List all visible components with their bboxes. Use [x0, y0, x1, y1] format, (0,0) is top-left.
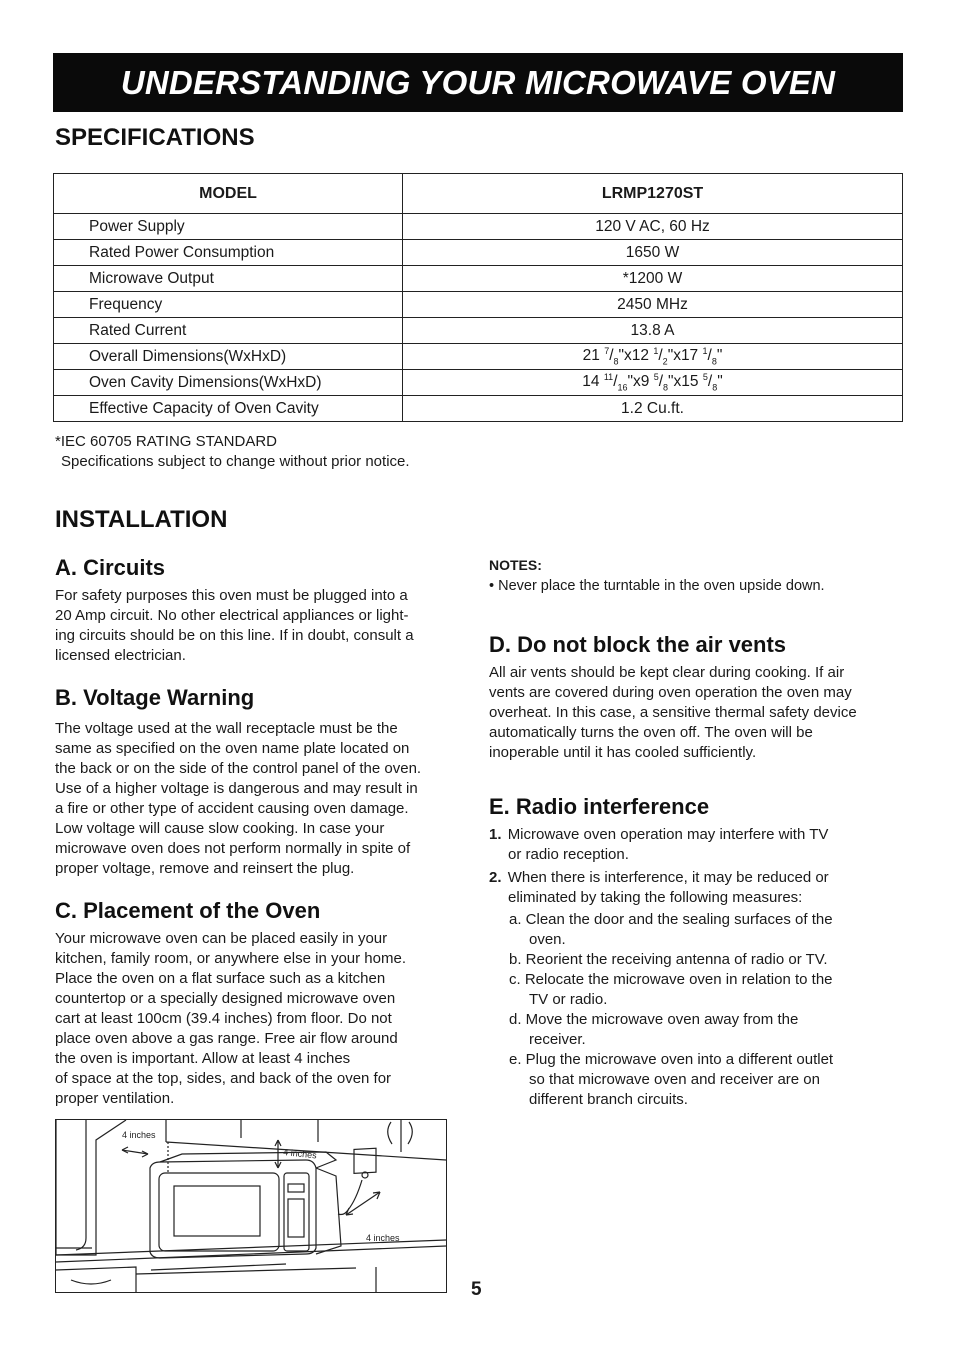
top-clearance-label: 4 inches [282, 1147, 318, 1161]
spec-label: Rated Power Consumption [54, 240, 403, 266]
spec-label: Overall Dimensions(WxHxD) [54, 344, 403, 370]
table-header-row [54, 174, 903, 214]
spec-value: 21 $^7/_8"x12$ $^1/_2"x17$ $^1/_8$" [403, 344, 903, 370]
table-row [54, 318, 903, 344]
table-row [54, 396, 903, 422]
notes-item: • Never place the turntable in the oven upside down. [489, 578, 825, 594]
list-item: c. Relocate the microwave oven in relation to the TV or radio. [509, 971, 833, 1008]
placement-heading: C. Placement of the Oven [55, 898, 321, 923]
spec-label: Microwave Output [54, 266, 403, 292]
spec-label: Rated Current [54, 318, 403, 344]
circuits-heading: A. Circuits [55, 555, 166, 580]
list-item: b. Reorient the receiving antenna of radio or TV. [509, 951, 828, 968]
spec-label: Effective Capacity of Oven Cavity [54, 396, 403, 422]
spec-label: Oven Cavity Dimensions(WxHxD) [54, 370, 403, 396]
header-banner [53, 53, 903, 112]
installation-heading: INSTALLATION [55, 506, 228, 533]
spec-value: 1.2 Cu.ft. [403, 396, 903, 422]
table-row [54, 266, 903, 292]
spec-label: Power Supply [54, 214, 403, 240]
table-row [54, 240, 903, 266]
side-clearance-label: 4 inches [122, 1130, 156, 1140]
specifications-table [53, 173, 903, 422]
list-item: d. Move the microwave oven away from the receiver. [509, 1011, 799, 1048]
spec-value: 2450 MHz [403, 292, 903, 318]
list-item: e. Plug the microwave oven into a different outlet so that microwave oven and receiver are on different branch circuits. [509, 1051, 834, 1108]
microwave-clearance-drawing [56, 1120, 446, 1292]
voltage-warning-heading: B. Voltage Warning [55, 685, 255, 710]
list-item: 2. When there is interference, it may be reduced or eliminated by taking the following measures: [489, 869, 829, 906]
rating-footnote: *IEC 60705 RATING STANDARD [55, 433, 278, 450]
back-clearance-label: 4 inches [366, 1233, 400, 1243]
placement-illustration [55, 1119, 447, 1293]
table-row [54, 292, 903, 318]
circuits-text: For safety purposes this oven must be plugged into a 20 Amp circuit. No other electrical appliances or light- ing circuits should be on this line. If in doubt, consult a licensed electrician. [55, 587, 414, 664]
radio-interference-heading: E. Radio interference [489, 794, 710, 819]
page-number: 5 [471, 1279, 482, 1300]
voltage-warning-text: The voltage used at the wall receptacle must be the same as specified on the oven name plate located on the back or on the side of the control panel of the oven. Use of a higher voltage is dangerous and may result in a fire or other type of accident causing oven damage. Low voltage will cause slow cooking. In case your microwave oven does not perform normally in spite of proper voltage, remove and reinsert the plug. [55, 720, 422, 877]
spec-value: 14 $^{11}/_{16}"x9$ $^5/_8"x15$ $^5/_8$" [403, 370, 903, 396]
placement-text: Your microwave oven can be placed easily in your kitchen, family room, or anywhere else in your home. Place the oven on a flat surface such as a kitchen countertop or a specially designed microwave oven cart at least 100cm (39.4 inches) from floor. Do not place oven above a gas range. Free air flow around the oven is important. Allow at least 4 inches of space at the top, sides, and back of the oven for proper ventilation. [55, 930, 406, 1107]
list-item: a. Clean the door and the sealing surfaces of the oven. [509, 911, 833, 948]
page-title: UNDERSTANDING YOUR MICROWAVE OVEN [120, 63, 836, 101]
spec-value: *1200 W [403, 266, 903, 292]
specifications-heading: SPECIFICATIONS [55, 124, 255, 151]
table-row [54, 344, 903, 370]
spec-value: 120 V AC, 60 Hz [403, 214, 903, 240]
model-value: LRMP1270ST [403, 174, 903, 214]
notes-label: NOTES: [489, 557, 542, 573]
spec-value: 1650 W [403, 240, 903, 266]
spec-value: 13.8 A [403, 318, 903, 344]
air-vents-heading: D. Do not block the air vents [489, 632, 787, 657]
spec-label: Frequency [54, 292, 403, 318]
table-row [54, 214, 903, 240]
model-header: MODEL [54, 174, 403, 214]
spec-disclaimer: Specifications subject to change without prior notice. [61, 453, 410, 470]
air-vents-text: All air vents should be kept clear during cooking. If air vents are covered during oven operation the oven may overheat. In this case, a sensitive thermal safety device automatically turns the oven off. The oven will be inoperable until it has cooled sufficiently. [489, 664, 857, 761]
table-row [54, 370, 903, 396]
list-item: 1. Microwave oven operation may interfere with TV or radio reception. [489, 826, 829, 863]
